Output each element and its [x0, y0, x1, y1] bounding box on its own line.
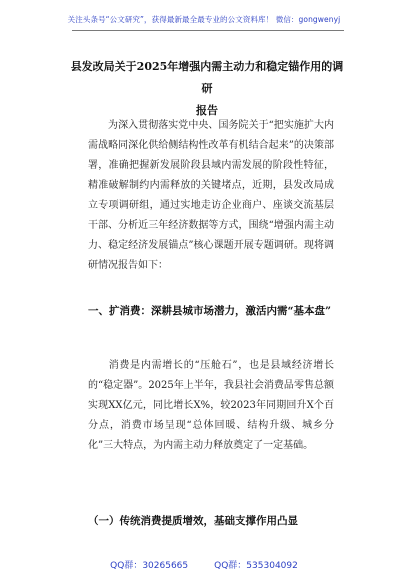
subsection-1-heading: （一）传统消费提质增效，基础支撑作用凸显 [88, 515, 298, 527]
intro-paragraph-text: 为深入贯彻落实党中央、国务院关于“把实施扩大内需战略同深化供给侧结构性改革有机结合起来”的决策部署，准确把握新发展阶段县域内需发展的阶段性特征，精准破解制约内需释放的关键堵点，近期，县发改局成立专项调研组，通过实地走访企业商户、座谈交流基层干部、分析近三年经济数据等方式，围绕“增强内需主动力、稳定经济发展锚点”核心课题开展专题调研。现将调研情况报告如下： [88, 120, 334, 271]
footer-qq-group-left: QQ群：30265665 [110, 561, 189, 571]
document-title-line-1: 县发改局关于2025年增强内需主动力和稳定锚作用的调研 [70, 60, 344, 95]
document-title-line-2: 报告 [196, 104, 218, 117]
section-1-heading: 一、扩消费：深耕县城市场潜力，激活内需“基本盘” [88, 305, 332, 317]
footer-qq-group-right: QQ群：535304092 [214, 561, 298, 571]
intro-paragraph [88, 116, 334, 276]
section-1-paragraph [88, 356, 334, 456]
document-title [70, 56, 344, 122]
header-banner: 关注头条号“公文研究”，获得最新最全最专业的公文资料库！ 微信：gongwenyj [67, 15, 341, 24]
header-divider [72, 30, 344, 31]
section-1-paragraph-text: 消费是内需增长的“压舱石”，也是县域经济增长的“稳定器”。2025年上半年，我县社会消费品零售总额实现XX亿元，同比增长X%，较2023年同期回升X个百分点，消费市场呈现“总体回暖、结构升级、城乡分化”三大特点，为内需主动力释放奠定了一定基础。 [88, 360, 334, 451]
footer-contact [0, 558, 408, 571]
